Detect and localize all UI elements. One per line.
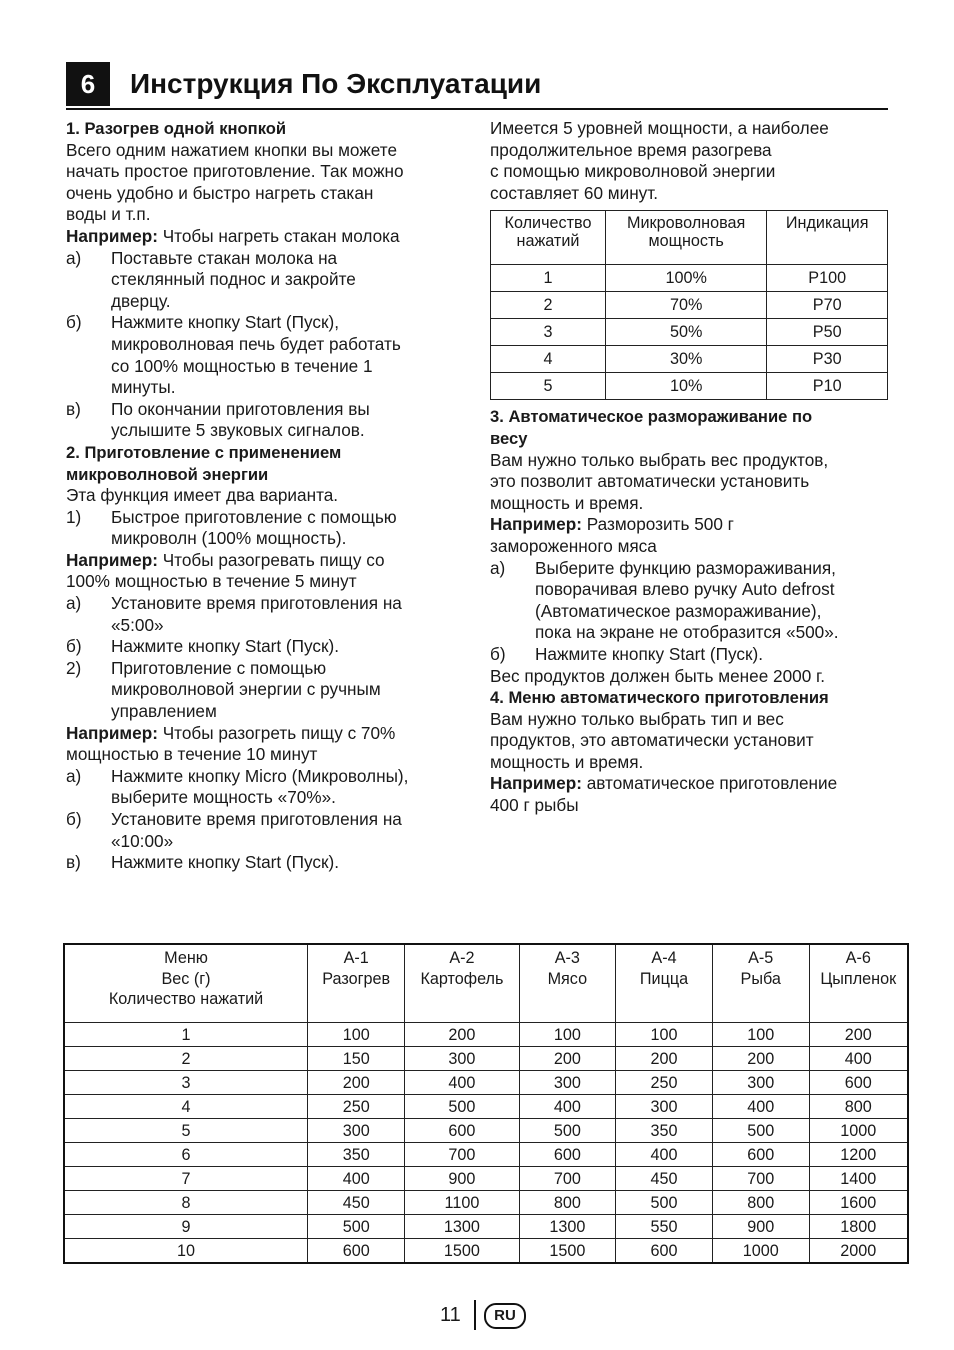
- table-cell: 800: [519, 1191, 616, 1215]
- header-cell: Меню Вес (г) Количество нажатий: [64, 944, 308, 1023]
- table-cell: 300: [616, 1095, 713, 1119]
- text-line: «5:00»: [111, 614, 164, 635]
- table-cell: P30: [767, 346, 888, 373]
- table-cell: 1000: [712, 1239, 809, 1264]
- table-cell: 700: [405, 1143, 519, 1167]
- table-cell: 600: [712, 1143, 809, 1167]
- section-4-title: 4. Меню автоматического приготовления: [490, 688, 829, 708]
- table-row: [64, 1239, 908, 1264]
- list-item: в) Нажмите кнопку Start (Пуск).: [66, 852, 464, 874]
- table-cell: 1200: [809, 1143, 908, 1167]
- text-line: пока на экране не отобразится «500».: [535, 622, 839, 643]
- text-line: микроволновой энергии с ручным: [111, 679, 381, 700]
- table-cell: 1100: [405, 1191, 519, 1215]
- text-line: минуты.: [111, 377, 176, 398]
- table-cell: 600: [519, 1143, 616, 1167]
- table-cell: 300: [519, 1071, 616, 1095]
- text-line: стеклянный поднос и закройте: [111, 269, 356, 290]
- list-item: а) Поставьте стакан молока на стеклянный поднос и закройте дверцу.: [66, 248, 464, 313]
- table-cell: 5: [491, 373, 606, 400]
- table-cell: 4: [64, 1095, 308, 1119]
- table-cell: 100: [519, 1023, 616, 1047]
- table-row: [64, 1047, 908, 1071]
- text-line: услышите 5 звуковых сигналов.: [111, 420, 365, 441]
- text-line: со 100% мощностью в течение 1: [111, 355, 373, 376]
- list-item: а) Выберите функцию размораживания, поворачивая влево ручку Auto defrost (Автоматическое размораживание), пока на экране не отобразится «500».: [490, 558, 888, 644]
- text-line: Вам нужно только выбрать тип и вес: [490, 708, 784, 729]
- table-cell: 550: [616, 1215, 713, 1239]
- table-cell: 10: [64, 1239, 308, 1264]
- table-cell: 1500: [519, 1239, 616, 1264]
- table-row: [491, 319, 888, 346]
- table-row: [64, 1095, 908, 1119]
- table-cell: 450: [616, 1167, 713, 1191]
- text-line: управлением: [111, 701, 217, 722]
- example-3: Например: Чтобы разогреть пищу с 70% мощностью в течение 10 минут: [66, 722, 396, 765]
- text-line: Всего одним нажатием кнопки вы можете: [66, 139, 398, 160]
- page-number: 11: [440, 1304, 461, 1326]
- table-cell: 6: [64, 1143, 308, 1167]
- table-cell: 400: [809, 1047, 908, 1071]
- list-item: а) Установите время приготовления на «5:00»: [66, 593, 464, 636]
- text-line: микроволновая печь будет работать: [111, 333, 401, 354]
- header-cell: А-1 Разогрев: [308, 944, 405, 1023]
- table-cell: P100: [767, 265, 888, 292]
- table-cell: 500: [712, 1119, 809, 1143]
- table-cell: 100%: [605, 265, 766, 292]
- header-cell: А-4 Пицца: [616, 944, 713, 1023]
- table-cell: 250: [308, 1095, 405, 1119]
- table-cell: 200: [405, 1023, 519, 1047]
- header-cell: А-2 Картофель: [405, 944, 519, 1023]
- list-item: 1) Быстрое приготовление с помощью микроволн (100% мощность).: [66, 507, 464, 550]
- auto-menu-table: [63, 943, 909, 1264]
- power-table: [490, 210, 888, 400]
- table-row: [64, 1191, 908, 1215]
- table-cell: 2: [64, 1047, 308, 1071]
- table-cell: P10: [767, 373, 888, 400]
- section-3-title: 3. Автоматическое размораживание по весу: [490, 407, 813, 448]
- table-cell: 1500: [405, 1239, 519, 1264]
- table-cell: 1600: [809, 1191, 908, 1215]
- table-cell: 200: [308, 1071, 405, 1095]
- table-cell: 700: [712, 1167, 809, 1191]
- text-line: микроволн (100% мощность).: [111, 528, 347, 549]
- text-line: (Автоматическое размораживание),: [535, 600, 822, 621]
- text-line: продуктов, это автоматически установит: [490, 730, 814, 751]
- table-cell: 500: [308, 1215, 405, 1239]
- table-cell: 250: [616, 1071, 713, 1095]
- table-header-row: [491, 211, 888, 265]
- header-cell: Микроволновая мощность: [605, 211, 766, 265]
- table-cell: 200: [616, 1047, 713, 1071]
- table-cell: 10%: [605, 373, 766, 400]
- text-line: Выберите функцию размораживания,: [535, 557, 836, 578]
- text-line: Нажмите кнопку Start (Пуск).: [111, 636, 340, 657]
- section-4-text: [490, 709, 888, 774]
- table-cell: 500: [405, 1095, 519, 1119]
- text-line: Нажмите кнопку Start (Пуск).: [111, 852, 340, 873]
- section-header: [66, 62, 888, 110]
- table-row: [64, 1119, 908, 1143]
- table-cell: 1400: [809, 1167, 908, 1191]
- left-column: [66, 118, 464, 874]
- table-row: [64, 1071, 908, 1095]
- text-line: составляет 60 минут.: [490, 182, 659, 203]
- table-cell: 400: [308, 1167, 405, 1191]
- table-cell: 600: [308, 1239, 405, 1264]
- table-cell: 300: [712, 1071, 809, 1095]
- table-cell: 600: [809, 1071, 908, 1095]
- text-line: начать простое приготовление. Так можно: [66, 161, 404, 182]
- table-cell: 350: [616, 1119, 713, 1143]
- list-item: 2) Приготовление с помощью микроволновой энергии с ручным управлением: [66, 658, 464, 723]
- table-cell: 5: [64, 1119, 308, 1143]
- table-cell: P50: [767, 319, 888, 346]
- table-cell: 4: [491, 346, 606, 373]
- table-cell: 100: [616, 1023, 713, 1047]
- text-line: Быстрое приготовление с помощью: [111, 506, 397, 527]
- table-cell: 3: [491, 319, 606, 346]
- table-cell: 500: [519, 1119, 616, 1143]
- list-item: б) Нажмите кнопку Start (Пуск).: [66, 636, 464, 658]
- text-line: «10:00»: [111, 830, 174, 851]
- text-line: очень удобно и быстро нагреть стакан: [66, 182, 374, 203]
- list-item: а) Нажмите кнопку Micro (Микроволны), выберите мощность «70%».: [66, 766, 464, 809]
- list-item: б) Нажмите кнопку Start (Пуск), микроволновая печь будет работать со 100% мощностью в течение 1 минуты.: [66, 312, 464, 398]
- list-item: б) Нажмите кнопку Start (Пуск).: [490, 644, 888, 666]
- table-cell: 300: [308, 1119, 405, 1143]
- table-row: [491, 346, 888, 373]
- table-cell: 1000: [809, 1119, 908, 1143]
- header-cell: А-6 Цыпленок: [809, 944, 908, 1023]
- weight-note: Вес продуктов должен быть менее 2000 г.: [490, 665, 825, 686]
- text-line: Вам нужно только выбрать вес продуктов,: [490, 449, 829, 470]
- text-line: с помощью микроволновой энергии: [490, 161, 776, 182]
- table-cell: 200: [809, 1023, 908, 1047]
- table-cell: 8: [64, 1191, 308, 1215]
- example-1: Например: Чтобы нагреть стакан молока: [66, 225, 400, 246]
- table-row: [491, 265, 888, 292]
- header-cell: Количество нажатий: [491, 211, 606, 265]
- table-cell: 800: [712, 1191, 809, 1215]
- language-badge: RU: [484, 1303, 526, 1329]
- text-line: Поставьте стакан молока на: [111, 247, 338, 268]
- header-cell: А-5 Рыба: [712, 944, 809, 1023]
- table-cell: 600: [616, 1239, 713, 1264]
- table-cell: 2000: [809, 1239, 908, 1264]
- table-row: [491, 373, 888, 400]
- page-title: Инструкция По Эксплуатации: [130, 68, 542, 99]
- text-line: это позволит автоматически установить: [490, 471, 810, 492]
- table-cell: 350: [308, 1143, 405, 1167]
- table-row: [64, 1167, 908, 1191]
- table-cell: 2: [491, 292, 606, 319]
- text-line: мощность и время.: [490, 492, 644, 513]
- table-cell: 1800: [809, 1215, 908, 1239]
- table-cell: 1300: [405, 1215, 519, 1239]
- table-cell: 900: [712, 1215, 809, 1239]
- section-number: 6: [66, 62, 110, 106]
- section-1-title: 1. Разогрев одной кнопкой: [66, 119, 287, 138]
- table-cell: 800: [809, 1095, 908, 1119]
- table-cell: 150: [308, 1047, 405, 1071]
- section-1-text: [66, 140, 464, 226]
- table-cell: 1: [491, 265, 606, 292]
- table-row: [64, 1023, 908, 1047]
- table-cell: 300: [405, 1047, 519, 1071]
- text-line: выберите мощность «70%».: [111, 787, 336, 808]
- text-line: Приготовление с помощью: [111, 657, 327, 678]
- table-cell: 900: [405, 1167, 519, 1191]
- table-cell: 30%: [605, 346, 766, 373]
- table-cell: 500: [616, 1191, 713, 1215]
- table-cell: 70%: [605, 292, 766, 319]
- list-item: б) Установите время приготовления на «10:00»: [66, 809, 464, 852]
- table-row: [64, 1143, 908, 1167]
- table-cell: P70: [767, 292, 888, 319]
- table-cell: 600: [405, 1119, 519, 1143]
- text-line: Имеется 5 уровней мощности, а наиболее: [490, 118, 829, 138]
- text-line: Нажмите кнопку Start (Пуск),: [111, 312, 340, 333]
- table-cell: 1300: [519, 1215, 616, 1239]
- list-item: в) По окончании приготовления вы услышите 5 звуковых сигналов.: [66, 399, 464, 442]
- text-line: Нажмите кнопку Micro (Микроволны),: [111, 765, 409, 786]
- table-cell: 200: [519, 1047, 616, 1071]
- table-cell: 450: [308, 1191, 405, 1215]
- right-column: [490, 118, 888, 817]
- text-line: Установите время приготовления на: [111, 809, 402, 829]
- text-line: воды и т.п.: [66, 204, 151, 225]
- table-cell: 3: [64, 1071, 308, 1095]
- table-cell: 400: [712, 1095, 809, 1119]
- table-cell: 400: [616, 1143, 713, 1167]
- header-cell: Индикация: [767, 211, 888, 265]
- table-cell: 50%: [605, 319, 766, 346]
- section-2-title: 2. Приготовление с применением микроволновой энергии: [66, 442, 342, 484]
- section-3-text: [490, 450, 888, 515]
- section-2-intro: Эта функция имеет два варианта.: [66, 485, 339, 506]
- text-line: По окончании приготовления вы: [111, 398, 370, 419]
- text-line: продолжительное время разогрева: [490, 139, 772, 160]
- table-cell: 700: [519, 1167, 616, 1191]
- table-cell: 1: [64, 1023, 308, 1047]
- text-line: дверцу.: [111, 290, 171, 311]
- table-row: [64, 1215, 908, 1239]
- table-cell: 100: [308, 1023, 405, 1047]
- example-2: Например: Чтобы разогревать пищу со 100% мощностью в течение 5 минут: [66, 549, 385, 592]
- table-cell: 400: [519, 1095, 616, 1119]
- footer-divider: [474, 1300, 476, 1330]
- text-line: мощность и время.: [490, 751, 644, 772]
- power-intro: [490, 118, 888, 204]
- text-line: Нажмите кнопку Start (Пуск).: [535, 643, 764, 664]
- table-cell: 7: [64, 1167, 308, 1191]
- example-5: Например: автоматическое приготовление 400 г рыбы: [490, 773, 838, 816]
- table-cell: 400: [405, 1071, 519, 1095]
- header-cell: А-3 Мясо: [519, 944, 616, 1023]
- table-row: [491, 292, 888, 319]
- table-cell: 200: [712, 1047, 809, 1071]
- text-line: поворачивая влево ручку Auto defrost: [535, 579, 835, 600]
- table-header-row: [64, 944, 908, 1023]
- table-cell: 100: [712, 1023, 809, 1047]
- table-cell: 9: [64, 1215, 308, 1239]
- example-4: Например: Разморозить 500 г замороженного мяса: [490, 514, 734, 556]
- text-line: Установите время приготовления на: [111, 593, 402, 614]
